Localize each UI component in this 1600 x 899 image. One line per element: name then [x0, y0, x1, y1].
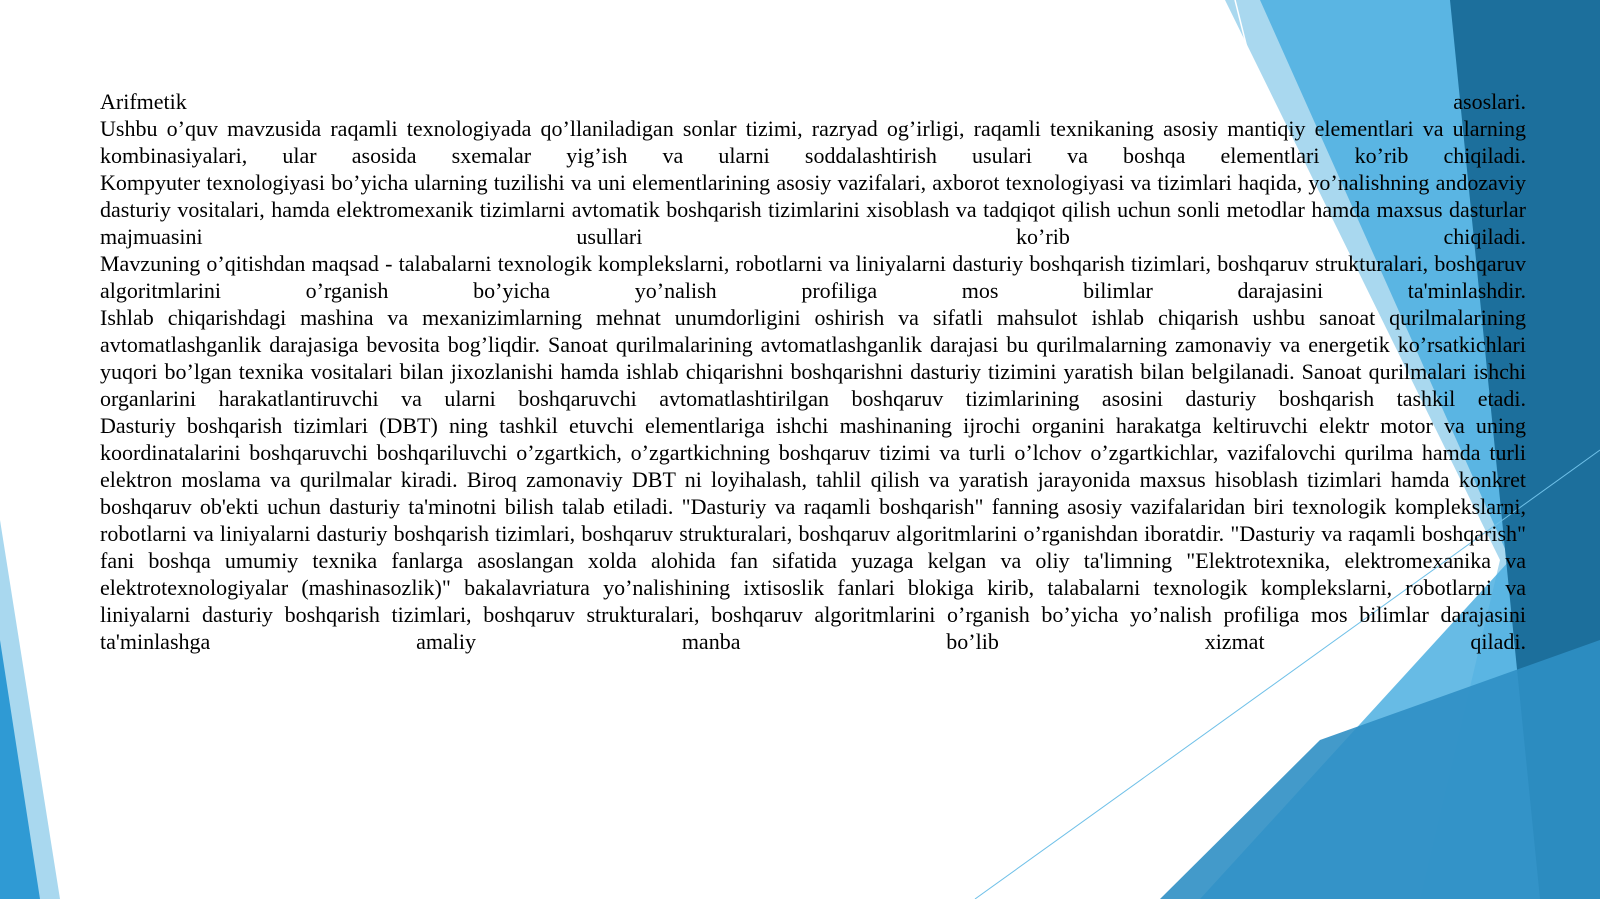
paragraph-intro: Ushbu o’quv mavzusida raqamli texnologiyada qo’llaniladigan sonlar tizimi, razryad og’irligi, raqamli texnikaning asosiy mantiqiy elementlari va ularning kombinasiyalari, ular asosida sxemalar yig’ish va ularni soddalashtirish usulari va boshqa elementlari ko’rib chiqiladi. [100, 116, 1526, 168]
paragraph-production: Ishlab chiqarishdagi mashina va mexanizimlarning mehnat unumdorligini oshirish va sifatli mahsulot ishlab chiqarish ushbu sanoat qurilmalarining avtomatlashganlik darajasiga bevosita bog’liqdir. Sanoat qurilmalarining avtomatlashganlik darajasi bu qurilmalarning zamonaviy va energetik ko’rsatkichlari yuqori bo’lgan texnika vositalari bilan jixozlanishi hamda ishlab chiqarishni boshqarishni dasturiy tizimini yaratish bilan belgilanadi. Sanoat qurilmalari ishchi organlarini harakatlantiruvchi va ularni boshqaruvchi avtomatlashtirilgan boshqaruv tizimlarining asosini dasturiy boshqarish tashkil etadi. [100, 305, 1526, 411]
slide-body [100, 88, 1526, 655]
paragraph-computer-technology: Kompyuter texnologiyasi bo’yicha ularning tuzilishi va uni elementlarining asosiy vazifalari, axborot texnologiyasi va tizimlari haqida, yo’nalishning andozaviy dasturiy vositalari, hamda elektromexanik tizimlarni avtomatik boshqarish tizimlarini xisoblash va tadqiqot qilish uchun sonli metodlar hamda maxsus dasturlar majmuasini usullari ko’rib chiqiladi. [100, 170, 1526, 249]
paragraph-dbt: Dasturiy boshqarish tizimlari (DBT) ning tashkil etuvchi elementlariga ishchi mashinaning ijrochi organini harakatga keltiruvchi elektr motor va uning koordinatalarini boshqaruvchi boshqariluvchi o’zgartkich, o’zgartkichning boshqaruv tizimi va turli o’lchov o’zgartkichlar, vazifalovchi qurilma hamda turli elektron moslama va qurilmalar kiradi. Biroq zamonaviy DBT ni loyihalash, tahlil qilish va yaratish jarayonida maxsus hisoblash tizimlari hamda konkret boshqaruv ob'ekti uchun dasturiy ta'minotni bilish talab etiladi. "Dasturiy va raqamli boshqarish" fanning asosiy vazifalaridan biri texnologik komplekslarni, robotlarni va liniyalarni dasturiy boshqarish tizimlari, boshqaruv strukturalari, boshqaruv algoritmlarini o’rganishdan iboratdir. "Dasturiy va raqamli boshqarish" fani boshqa umumiy texnika fanlarga asoslangan xolda alohida fan sifatida yuzaga kelgan va oliy ta'limning "Elektrotexnika, elektromexanika va elektrotexnologiyalar (mashinasozlik)" bakalavriatura yo’nalishining ixtisoslik fanlari blokiga kirib, talabalarni texnologik komplekslarni, robotlarni va liniyalarni dasturiy boshqarish tizimlari, boshqaruv strukturalari, boshqaruv algoritmlarini o’rganish bo’yicha yo’nalish profiliga mos bilimlar darajasini ta'minlashga amaliy manba bo’lib xizmat qiladi. [100, 413, 1526, 654]
decor-panel-bottom [1160, 640, 1600, 899]
paragraph-heading: Arifmetik asoslari. [100, 89, 1526, 114]
paragraph-goal: Mavzuning o’qitishdan maqsad - talabalarni texnologik komplekslarni, robotlarni va liniyalarni dasturiy boshqarish tizimlari, boshqaruv strukturalari, boshqaruv algoritmlarini o’rganish bo’yicha yo’nalish profiliga mos bilimlar darajasini ta'minlashdir. [100, 251, 1526, 303]
